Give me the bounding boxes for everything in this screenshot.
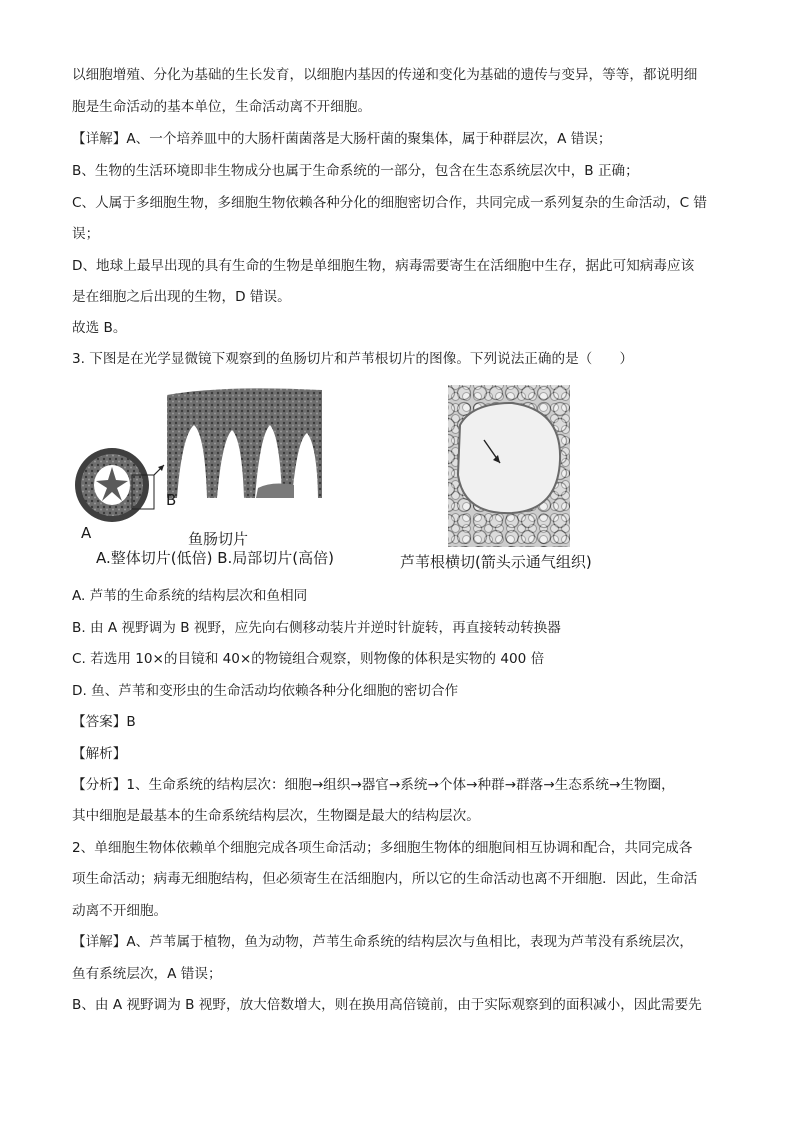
detail-line-b: B、生物的生活环境即非生物成分也属于生命系统的一部分，包含在生态系统层次中，B 正确； (72, 163, 639, 179)
option-a: A. 芦苇的生命系统的结构层次和鱼相同 (72, 588, 308, 604)
detail-line: 鱼有系统层次，A 错误； (72, 966, 222, 982)
text-line: 以细胞增殖、分化为基础的生长发育，以细胞内基因的传递和变化为基础的遗传与变异，等等，都说明细 (72, 67, 698, 83)
choice-line: 故选 B。 (72, 320, 127, 336)
detail-line: 【详解】A、芦苇属于植物，鱼为动物，芦苇生命系统的结构层次与鱼相比，表现为芦苇没有系统层次， (72, 934, 694, 950)
analysis-line: 【分析】1、生命系统的结构层次：细胞→组织→器官→系统→个体→种群→群落→生态系统→生物圈， (72, 777, 675, 793)
detail-line-c-cont: 误； (72, 226, 100, 242)
text-line: 胞是生命活动的基本单位，生命活动离不开细胞。 (72, 99, 372, 115)
analysis-line: 其中细胞是最基本的生命系统结构层次，生物圈是最大的结构层次。 (72, 808, 480, 824)
analysis-line: 2、单细胞生物体依赖单个细胞完成各项生命活动；多细胞生物体的细胞间相互协调和配合，共同完成各 (72, 840, 693, 856)
detail-line-d-cont: 是在细胞之后出现的生物，D 错误。 (72, 289, 291, 305)
analysis-label: 【解析】 (72, 746, 127, 762)
question-stem: 3. 下图是在光学显微镜下观察到的鱼肠切片和芦苇根切片的图像。下列说法正确的是（ ） (72, 351, 634, 367)
reed-root-section-image (448, 385, 570, 547)
detail-line-a: 【详解】A、一个培养皿中的大肠杆菌菌落是大肠杆菌的聚集体，属于种群层次，A 错误； (72, 131, 612, 147)
detail-line-c: C、人属于多细胞生物，多细胞生物依赖各种分化的细胞密切合作，共同完成一系列复杂的生命活动，C 错 (72, 195, 708, 211)
analysis-line: 动离不开细胞。 (72, 903, 168, 919)
label-b: B (166, 491, 177, 509)
analysis-line: 项生命活动；病毒无细胞结构，但必须寄生在活细胞内，所以它的生命活动也离不开细胞．因此，生命活 (72, 871, 698, 887)
fish-caption: A.整体切片(低倍) B.局部切片(高倍) (96, 549, 335, 567)
detail-line-d: D、地球上最早出现的具有生命的生物是单细胞生物，病毒需要寄生在活细胞中生存，据此可知病毒应该 (72, 258, 695, 274)
option-d: D. 鱼、芦苇和变形虫的生命活动均依赖各种分化细胞的密切合作 (72, 683, 459, 699)
option-c: C. 若选用 10×的目镜和 40×的物镜组合观察，则物像的体积是实物的 400 倍 (72, 651, 545, 667)
microscope-figure (72, 385, 632, 575)
label-a: A (81, 524, 92, 542)
fish-title: 鱼肠切片 (188, 530, 249, 548)
fish-whole-section-image (75, 448, 164, 522)
fish-local-section-image (167, 388, 322, 498)
answer-label: 【答案】B (72, 714, 136, 730)
reed-caption: 芦苇根横切(箭头示通气组织) (400, 553, 592, 571)
option-b: B. 由 A 视野调为 B 视野，应先向右侧移动装片并逆时针旋转，再直接转动转换器 (72, 620, 561, 636)
detail-line: B、由 A 视野调为 B 视野，放大倍数增大，则在换用高倍镜前，由于实际观察到的面积减小，因此需要先 (72, 997, 702, 1013)
